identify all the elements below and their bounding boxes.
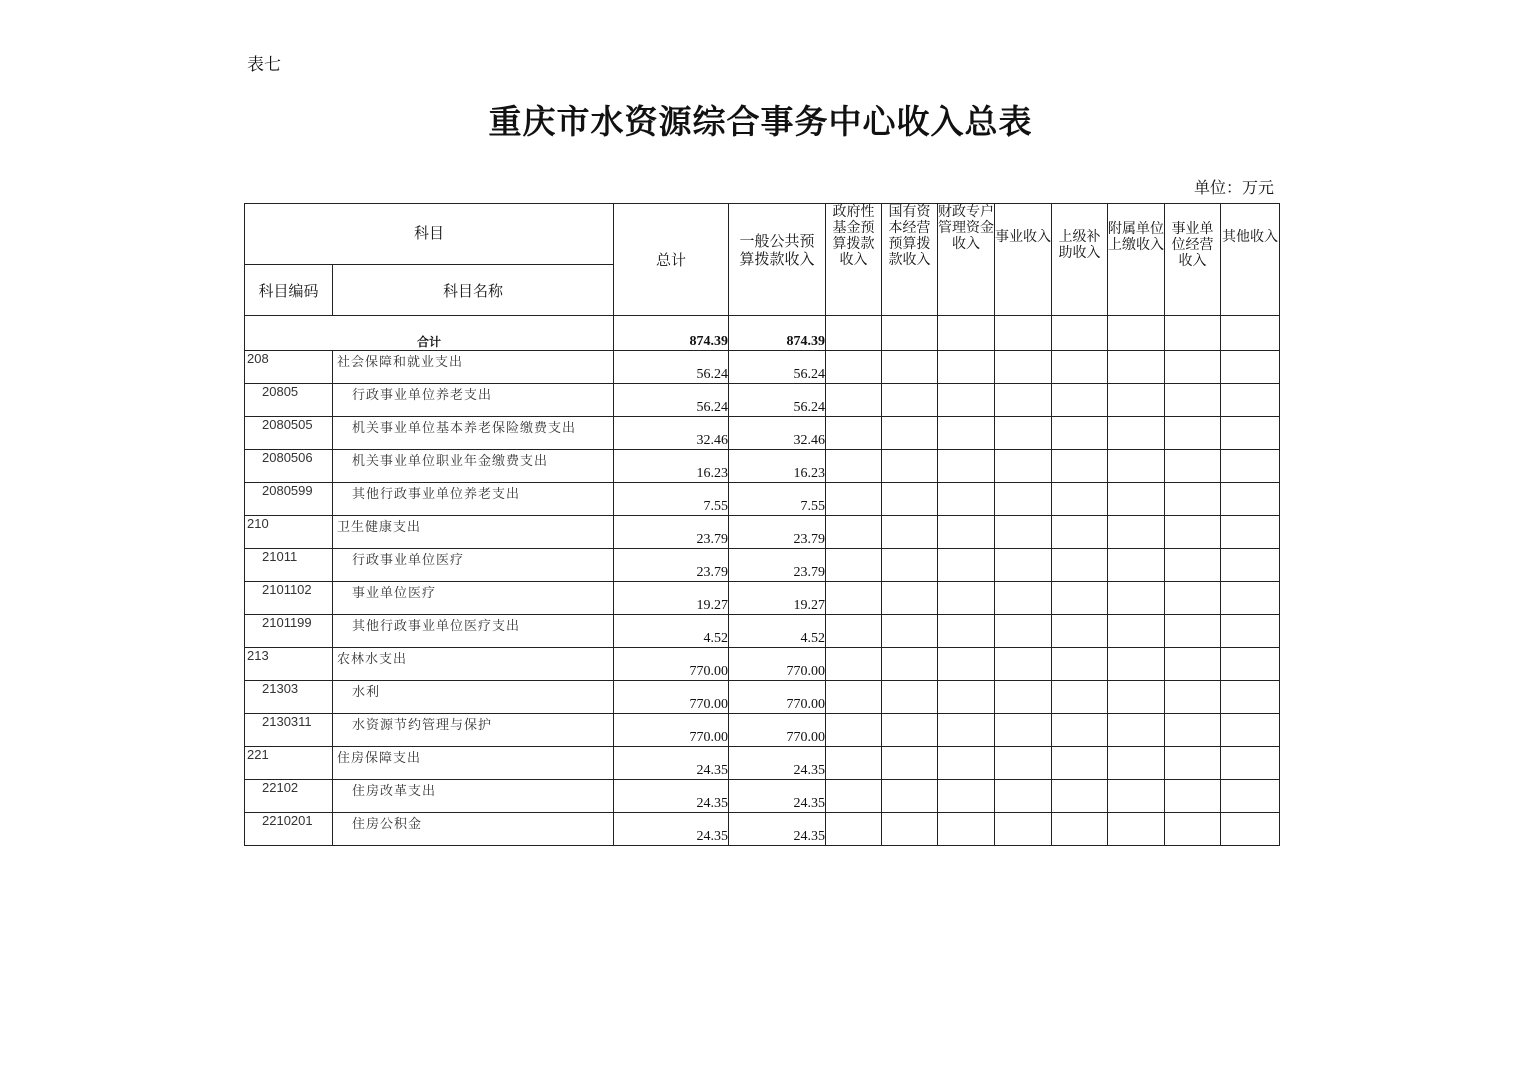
empty-cell xyxy=(1052,681,1108,714)
header-affiliated-text: 附属单位上缴收入 xyxy=(1108,221,1165,253)
empty-cell xyxy=(826,747,882,780)
empty-cell xyxy=(938,813,995,846)
empty-cell xyxy=(1165,516,1221,549)
empty-cell xyxy=(1052,747,1108,780)
empty-cell xyxy=(995,417,1052,450)
empty-cell xyxy=(826,384,882,417)
header-gov-fund xyxy=(826,204,882,316)
empty-cell xyxy=(1108,813,1165,846)
empty-cell xyxy=(995,483,1052,516)
empty-cell xyxy=(1052,549,1108,582)
empty-cell xyxy=(1108,549,1165,582)
general-public-value: 24.35 xyxy=(729,747,826,780)
empty-cell xyxy=(995,780,1052,813)
total-value: 24.35 xyxy=(614,780,729,813)
total-value: 770.00 xyxy=(614,648,729,681)
empty-cell xyxy=(938,483,995,516)
empty-cell xyxy=(1221,549,1280,582)
empty-cell xyxy=(826,516,882,549)
header-gov-fund-text: 政府性基金预算拨款收入 xyxy=(832,204,875,268)
empty-cell xyxy=(1165,549,1221,582)
total-label: 合计 xyxy=(245,316,614,351)
empty-cell xyxy=(938,714,995,747)
subject-name: 行政事业单位养老支出 xyxy=(333,384,614,417)
total-value: 19.27 xyxy=(614,582,729,615)
subject-code: 210 xyxy=(245,516,333,549)
empty-cell xyxy=(1108,483,1165,516)
subject-code: 2101199 xyxy=(245,615,333,648)
empty-cell xyxy=(826,615,882,648)
empty-cell xyxy=(882,813,938,846)
empty-cell xyxy=(995,316,1052,351)
header-other-text: 其他收入 xyxy=(1222,229,1279,245)
empty-cell xyxy=(995,714,1052,747)
empty-cell xyxy=(882,615,938,648)
header-business xyxy=(995,204,1052,316)
empty-cell xyxy=(826,351,882,384)
empty-cell xyxy=(938,549,995,582)
subject-name: 住房公积金 xyxy=(333,813,614,846)
subject-name: 机关事业单位职业年金缴费支出 xyxy=(333,450,614,483)
empty-cell xyxy=(1108,648,1165,681)
empty-cell xyxy=(1108,516,1165,549)
empty-cell xyxy=(882,516,938,549)
general-public-value: 770.00 xyxy=(729,714,826,747)
header-affiliated xyxy=(1108,204,1165,316)
page-title: 重庆市水资源综合事务中心收入总表 xyxy=(488,102,1033,141)
table-row xyxy=(245,483,1280,516)
empty-cell xyxy=(1165,450,1221,483)
empty-cell xyxy=(882,549,938,582)
empty-cell xyxy=(995,681,1052,714)
subject-name: 住房改革支出 xyxy=(333,780,614,813)
general-public-value: 32.46 xyxy=(729,417,826,450)
subject-name: 农林水支出 xyxy=(333,648,614,681)
empty-cell xyxy=(1221,316,1280,351)
empty-cell xyxy=(1165,681,1221,714)
empty-cell xyxy=(1221,351,1280,384)
empty-cell xyxy=(1052,516,1108,549)
empty-cell xyxy=(826,813,882,846)
empty-cell xyxy=(882,747,938,780)
general-public-value: 7.55 xyxy=(729,483,826,516)
total-value: 4.52 xyxy=(614,615,729,648)
header-state-capital-text: 国有资本经营预算拨款收入 xyxy=(888,204,931,268)
general-public-value: 23.79 xyxy=(729,549,826,582)
empty-cell xyxy=(1221,615,1280,648)
table-row xyxy=(245,648,1280,681)
income-summary-table xyxy=(244,203,1280,846)
empty-cell xyxy=(1221,450,1280,483)
empty-cell xyxy=(1108,384,1165,417)
empty-cell xyxy=(1221,747,1280,780)
empty-cell xyxy=(1221,714,1280,747)
table-row xyxy=(245,582,1280,615)
subject-code: 221 xyxy=(245,747,333,780)
empty-cell xyxy=(1052,780,1108,813)
empty-cell xyxy=(826,648,882,681)
empty-cell xyxy=(995,450,1052,483)
empty-cell xyxy=(882,681,938,714)
header-fiscal-special xyxy=(938,204,995,316)
empty-cell xyxy=(1108,747,1165,780)
header-fiscal-special-text: 财政专户管理资金收入 xyxy=(938,204,995,252)
empty-cell xyxy=(1165,747,1221,780)
empty-cell xyxy=(1165,813,1221,846)
empty-cell xyxy=(1052,483,1108,516)
empty-cell xyxy=(1052,648,1108,681)
header-operating-text: 事业单位经营收入 xyxy=(1171,221,1214,269)
empty-cell xyxy=(882,417,938,450)
empty-cell xyxy=(826,582,882,615)
header-subject-name: 科目名称 xyxy=(333,265,614,316)
empty-cell xyxy=(1165,483,1221,516)
total-total: 874.39 xyxy=(614,316,729,351)
empty-cell xyxy=(882,648,938,681)
empty-cell xyxy=(1108,615,1165,648)
general-public-value: 23.79 xyxy=(729,516,826,549)
general-public-value: 24.35 xyxy=(729,780,826,813)
table-row xyxy=(245,384,1280,417)
empty-cell xyxy=(1221,582,1280,615)
empty-cell xyxy=(1108,780,1165,813)
empty-cell xyxy=(1165,714,1221,747)
header-superior-subsidy xyxy=(1052,204,1108,316)
empty-cell xyxy=(1221,648,1280,681)
header-operating xyxy=(1165,204,1221,316)
subject-name: 行政事业单位医疗 xyxy=(333,549,614,582)
table-row xyxy=(245,714,1280,747)
empty-cell xyxy=(938,780,995,813)
subject-code: 20805 xyxy=(245,384,333,417)
subject-name: 其他行政事业单位养老支出 xyxy=(333,483,614,516)
empty-cell xyxy=(1221,417,1280,450)
empty-cell xyxy=(938,681,995,714)
general-public-value: 770.00 xyxy=(729,648,826,681)
empty-cell xyxy=(882,714,938,747)
table-label: 表七 xyxy=(247,55,281,75)
table-row xyxy=(245,747,1280,780)
subject-code: 2101102 xyxy=(245,582,333,615)
empty-cell xyxy=(938,615,995,648)
header-general-public xyxy=(729,204,826,316)
empty-cell xyxy=(1221,780,1280,813)
subject-name: 机关事业单位基本养老保险缴费支出 xyxy=(333,417,614,450)
total-value: 32.46 xyxy=(614,417,729,450)
subject-code: 2080506 xyxy=(245,450,333,483)
total-value: 770.00 xyxy=(614,714,729,747)
empty-cell xyxy=(1221,483,1280,516)
empty-cell xyxy=(882,384,938,417)
subject-code: 208 xyxy=(245,351,333,384)
empty-cell xyxy=(995,813,1052,846)
empty-cell xyxy=(995,384,1052,417)
total-value: 23.79 xyxy=(614,516,729,549)
subject-code: 2130311 xyxy=(245,714,333,747)
table-row xyxy=(245,549,1280,582)
empty-cell xyxy=(1221,813,1280,846)
total-value: 770.00 xyxy=(614,681,729,714)
empty-cell xyxy=(1108,417,1165,450)
general-public-value: 770.00 xyxy=(729,681,826,714)
empty-cell xyxy=(882,316,938,351)
total-value: 24.35 xyxy=(614,747,729,780)
empty-cell xyxy=(1052,450,1108,483)
general-public-value: 19.27 xyxy=(729,582,826,615)
header-other xyxy=(1221,204,1280,316)
empty-cell xyxy=(1108,681,1165,714)
total-value: 56.24 xyxy=(614,384,729,417)
subject-name: 其他行政事业单位医疗支出 xyxy=(333,615,614,648)
empty-cell xyxy=(1108,450,1165,483)
empty-cell xyxy=(1052,615,1108,648)
total-value: 23.79 xyxy=(614,549,729,582)
subject-name: 事业单位医疗 xyxy=(333,582,614,615)
header-superior-subsidy-text: 上级补助收入 xyxy=(1058,229,1101,261)
empty-cell xyxy=(1165,417,1221,450)
empty-cell xyxy=(826,714,882,747)
empty-cell xyxy=(826,483,882,516)
subject-name: 卫生健康支出 xyxy=(333,516,614,549)
empty-cell xyxy=(882,780,938,813)
empty-cell xyxy=(826,549,882,582)
table-row xyxy=(245,615,1280,648)
empty-cell xyxy=(995,582,1052,615)
empty-cell xyxy=(995,747,1052,780)
empty-cell xyxy=(995,648,1052,681)
empty-cell xyxy=(938,417,995,450)
general-public-value: 16.23 xyxy=(729,450,826,483)
table-row xyxy=(245,351,1280,384)
empty-cell xyxy=(938,450,995,483)
header-total: 总计 xyxy=(614,204,729,316)
empty-cell xyxy=(882,351,938,384)
empty-cell xyxy=(826,316,882,351)
general-public-value: 24.35 xyxy=(729,813,826,846)
table-row xyxy=(245,516,1280,549)
empty-cell xyxy=(826,450,882,483)
empty-cell xyxy=(882,450,938,483)
general-public-value: 4.52 xyxy=(729,615,826,648)
empty-cell xyxy=(1052,316,1108,351)
subject-code: 2080505 xyxy=(245,417,333,450)
unit-label: 单位：万元 xyxy=(1193,178,1274,197)
empty-cell xyxy=(1165,316,1221,351)
empty-cell xyxy=(826,417,882,450)
header-state-capital xyxy=(882,204,938,316)
table-row xyxy=(245,780,1280,813)
empty-cell xyxy=(1052,417,1108,450)
subject-name: 水利 xyxy=(333,681,614,714)
empty-cell xyxy=(938,582,995,615)
subject-code: 213 xyxy=(245,648,333,681)
empty-cell xyxy=(1165,351,1221,384)
empty-cell xyxy=(1052,813,1108,846)
empty-cell xyxy=(1052,384,1108,417)
empty-cell xyxy=(1108,714,1165,747)
total-value: 56.24 xyxy=(614,351,729,384)
subject-name: 水资源节约管理与保护 xyxy=(333,714,614,747)
empty-cell xyxy=(1165,780,1221,813)
table-row xyxy=(245,417,1280,450)
header-subject-code: 科目编码 xyxy=(245,265,333,316)
empty-cell xyxy=(938,648,995,681)
subject-name: 社会保障和就业支出 xyxy=(333,351,614,384)
empty-cell xyxy=(1165,384,1221,417)
empty-cell xyxy=(995,549,1052,582)
total-value: 16.23 xyxy=(614,450,729,483)
empty-cell xyxy=(1221,384,1280,417)
table-row xyxy=(245,813,1280,846)
empty-cell xyxy=(1108,351,1165,384)
empty-cell xyxy=(995,615,1052,648)
empty-cell xyxy=(826,780,882,813)
subject-code: 2080599 xyxy=(245,483,333,516)
total-value: 24.35 xyxy=(614,813,729,846)
subject-code: 21303 xyxy=(245,681,333,714)
total-value: 7.55 xyxy=(614,483,729,516)
table-row xyxy=(245,681,1280,714)
empty-cell xyxy=(938,747,995,780)
empty-cell xyxy=(1052,714,1108,747)
empty-cell xyxy=(995,351,1052,384)
table-row xyxy=(245,450,1280,483)
empty-cell xyxy=(1165,615,1221,648)
total-general-public: 874.39 xyxy=(729,316,826,351)
general-public-value: 56.24 xyxy=(729,351,826,384)
empty-cell xyxy=(995,516,1052,549)
empty-cell xyxy=(826,681,882,714)
empty-cell xyxy=(1108,316,1165,351)
header-general-public-text: 一般公共预算拨款收入 xyxy=(739,232,815,268)
empty-cell xyxy=(1221,516,1280,549)
empty-cell xyxy=(1221,681,1280,714)
empty-cell xyxy=(938,384,995,417)
header-business-text: 事业收入 xyxy=(995,229,1052,245)
subject-code: 21011 xyxy=(245,549,333,582)
empty-cell xyxy=(1108,582,1165,615)
general-public-value: 56.24 xyxy=(729,384,826,417)
header-subject: 科目 xyxy=(245,204,614,265)
subject-code: 2210201 xyxy=(245,813,333,846)
empty-cell xyxy=(882,483,938,516)
empty-cell xyxy=(1165,582,1221,615)
empty-cell xyxy=(938,316,995,351)
empty-cell xyxy=(1052,351,1108,384)
subject-name: 住房保障支出 xyxy=(333,747,614,780)
empty-cell xyxy=(1052,582,1108,615)
subject-code: 22102 xyxy=(245,780,333,813)
total-row xyxy=(245,316,1280,351)
empty-cell xyxy=(938,351,995,384)
empty-cell xyxy=(938,516,995,549)
empty-cell xyxy=(1165,648,1221,681)
empty-cell xyxy=(882,582,938,615)
